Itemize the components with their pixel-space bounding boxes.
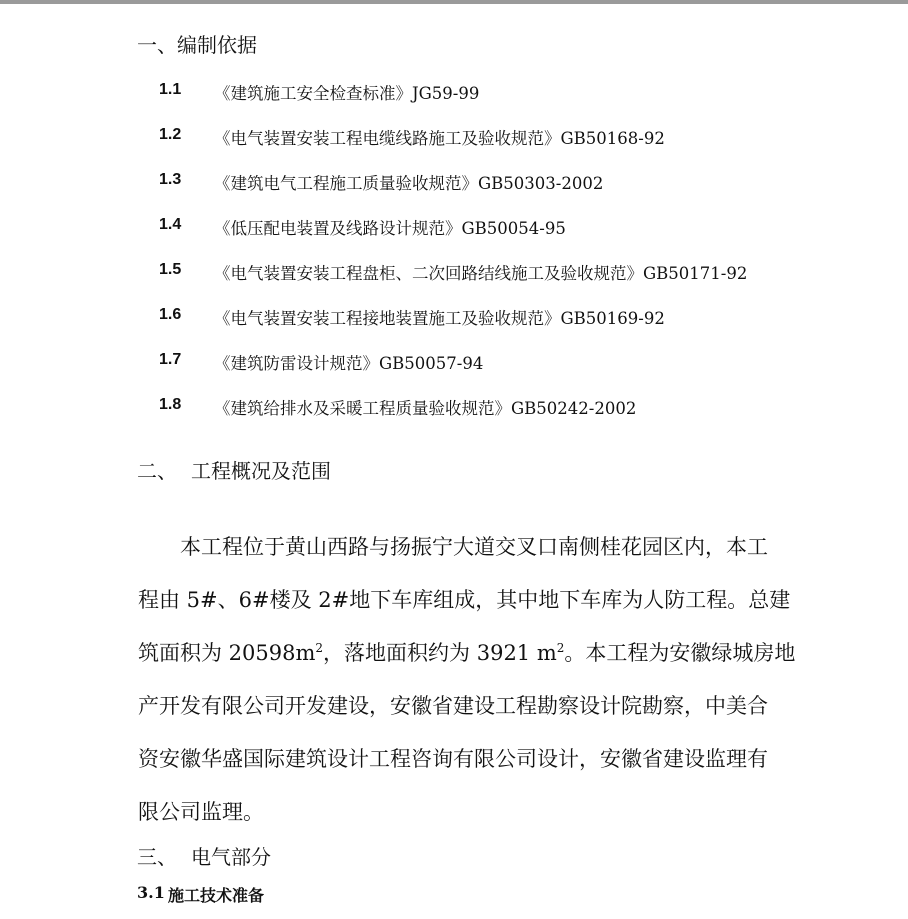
- superscript: 2: [315, 641, 324, 655]
- ref-number: 1.5: [159, 261, 182, 278]
- paragraph-line: 本工程位于黄山西路与扬振宁大道交叉口南侧桂花园区内，本工: [180, 535, 768, 559]
- superscript: 2: [556, 641, 565, 655]
- paragraph-line: [138, 637, 795, 667]
- ref-number: 1.2: [159, 126, 182, 143]
- ref-title: 《建筑防雷设计规范》GB50057-94: [214, 354, 484, 373]
- section-2-heading: 工程概况及范围: [191, 459, 331, 483]
- ref-title: 《低压配电装置及线路设计规范》GB50054-95: [214, 219, 566, 238]
- subsection-title: 施工技术准备: [168, 886, 265, 905]
- ref-title: 《建筑给排水及采暖工程质量验收规范》GB50242-2002: [214, 399, 637, 418]
- text-run: 。本工程为安徽绿城房地: [564, 641, 796, 665]
- paragraph-line: 程由 5#、6#楼及 2#地下车库组成，其中地下车库为人防工程。总建: [138, 588, 791, 612]
- ref-title: 《电气装置安装工程电缆线路施工及验收规范》GB50168-92: [214, 129, 665, 148]
- ref-number: 1.4: [159, 216, 182, 233]
- ref-title: 《电气装置安装工程盘柜、二次回路结线施工及验收规范》GB50171-92: [214, 264, 748, 283]
- paragraph-line: 资安徽华盛国际建筑设计工程咨询有限公司设计，安徽省建设监理有: [138, 747, 768, 771]
- ref-number: 1.3: [159, 171, 182, 188]
- text-run: 筑面积为 20598m: [138, 641, 316, 665]
- ref-title: 《建筑施工安全检查标准》JG59-99: [214, 84, 480, 103]
- ref-title: 《电气装置安装工程接地装置施工及验收规范》GB50169-92: [214, 309, 665, 328]
- ref-number: 1.6: [159, 306, 182, 323]
- section-3-heading: 电气部分: [191, 845, 271, 869]
- paragraph-line: 产开发有限公司开发建设，安徽省建设工程勘察设计院勘察，中美合: [138, 694, 768, 718]
- ref-number: 1.8: [159, 396, 182, 413]
- section-1-heading: 一、编制依据: [137, 33, 257, 57]
- page-top-border: [0, 0, 908, 4]
- section-2-number: 二、: [137, 459, 177, 483]
- paragraph-line: 限公司监理。: [138, 800, 264, 824]
- ref-number: 1.1: [159, 81, 182, 98]
- text-run: ，落地面积约为 3921 m: [323, 641, 557, 665]
- ref-number: 1.7: [159, 351, 182, 368]
- section-3-number: 三、: [137, 845, 177, 869]
- subsection-number: 3.1: [137, 883, 165, 902]
- ref-title: 《建筑电气工程施工质量验收规范》GB50303-2002: [214, 174, 604, 193]
